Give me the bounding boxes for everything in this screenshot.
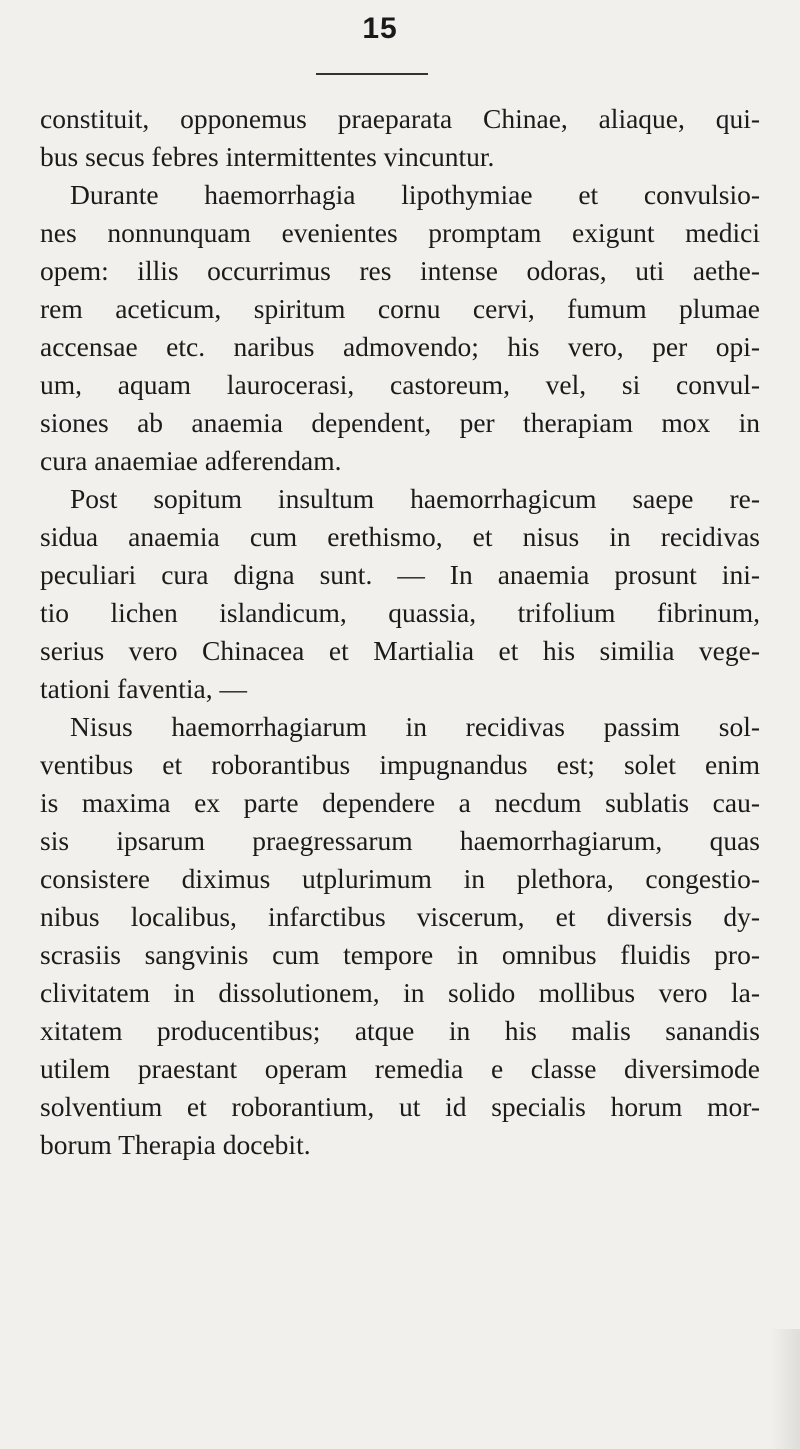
text-line: opem: illis occurrimus res intense odoras, uti aethe- <box>40 255 760 286</box>
header-rule <box>316 73 428 75</box>
text-line: accensae etc. naribus admovendo; his vero, per opi- <box>40 331 760 362</box>
text-line: sis ipsarum praegressarum haemorrhagiarum, quas <box>40 825 760 856</box>
text-line: Nisus haemorrhagiarum in recidivas passim sol- <box>70 711 760 742</box>
text-line: tationi faventia, — <box>40 673 247 704</box>
text-line: um, aquam laurocerasi, castoreum, vel, si convul- <box>40 369 760 400</box>
text-line: rem aceticum, spiritum cornu cervi, fumum plumae <box>40 293 760 324</box>
text-line: scrasiis sangvinis cum tempore in omnibus fluidis pro- <box>40 939 760 970</box>
text-line: nes nonnunquam evenientes promptam exigunt medici <box>40 217 760 248</box>
text-line: sidua anaemia cum erethismo, et nisus in recidivas <box>40 521 760 552</box>
page-number: 15 <box>362 12 398 45</box>
text-line: xitatem producentibus; atque in his malis sanandis <box>40 1015 760 1046</box>
text-line: Post sopitum insultum haemorrhagicum saepe re- <box>70 483 760 514</box>
page-edge-shadow <box>770 1329 800 1449</box>
text-line: ventibus et roborantibus impugnandus est; solet enim <box>40 749 760 780</box>
text-line: borum Therapia docebit. <box>40 1129 311 1160</box>
text-line: tio lichen islandicum, quassia, trifolium fibrinum, <box>40 597 760 628</box>
text-line: nibus localibus, infarctibus viscerum, et diversis dy- <box>40 901 760 932</box>
text-line: Durante haemorrhagia lipothymiae et convulsio- <box>70 179 760 210</box>
text-line: utilem praestant operam remedia e classe diversimode <box>40 1053 760 1084</box>
text-line: bus secus febres intermittentes vincuntur. <box>40 141 495 172</box>
text-line: constituit, opponemus praeparata Chinae, aliaque, qui- <box>40 103 760 134</box>
text-line: clivitatem in dissolutionem, in solido mollibus vero la- <box>40 977 760 1008</box>
body-text <box>40 100 760 1164</box>
text-line: consistere diximus utplurimum in plethora, congestio- <box>40 863 760 894</box>
text-line: peculiari cura digna sunt. — In anaemia prosunt ini- <box>40 559 760 590</box>
text-line: cura anaemiae adferendam. <box>40 445 342 476</box>
text-line: siones ab anaemia dependent, per therapiam mox in <box>40 407 760 438</box>
text-line: serius vero Chinacea et Martialia et his similia vege- <box>40 635 760 666</box>
text-line: solventium et roborantium, ut id specialis horum mor- <box>40 1091 760 1122</box>
text-line: is maxima ex parte dependere a necdum sublatis cau- <box>40 787 760 818</box>
